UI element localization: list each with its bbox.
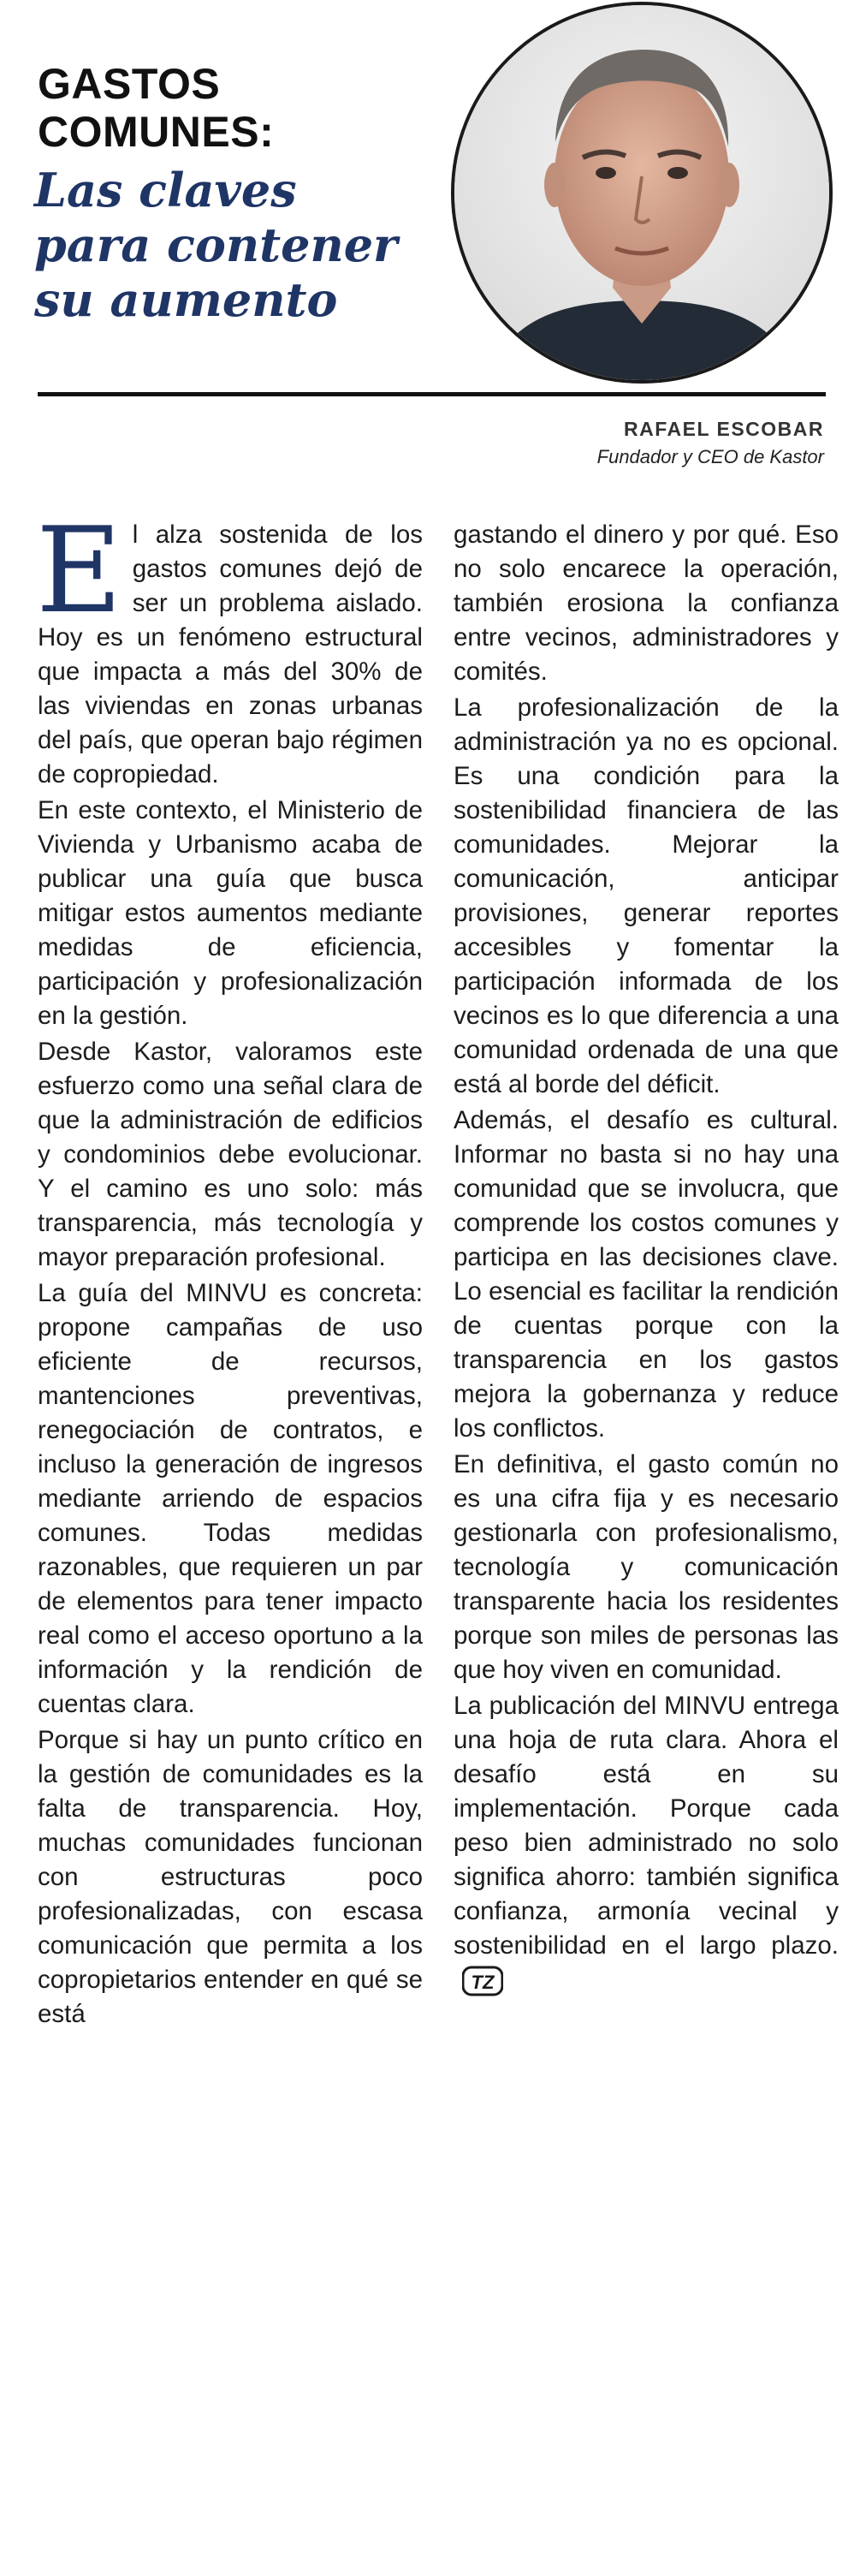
author-byline [597,418,824,468]
subtitle-line-3: su aumento [34,272,338,327]
paragraph-6: La profesionalización de la administración ya no es opcional. Es una condición para la sostenibilidad financiera de las comunidades. Mejorar la comunicación, anticipar provisiones, generar reportes accesibles y fomentar la participación informada de los vecinos es lo que diferencia a una comunidad ordenada de una que está al borde del déficit. [454,693,839,1098]
header-divider [38,392,826,396]
subtitle-line-2: para contener [34,217,398,272]
paragraph-9-text: La publicación del MINVU entrega una hoja de ruta clara. Ahora el desafío está en su implementación. Porque cada peso bien administrado no solo significa ahorro: también significa confianza, armonía vecinal y sostenibilidad en el largo plazo. [454,1692,839,1960]
drop-cap: E [36,502,122,640]
article-column-right [454,518,839,1999]
paragraph-5-start: Porque si hay un punto crítico en la gestión de comunidades es la falta de transparencia. Hoy, muchas comunidades funcionan con estructuras poco profesionalizadas, con escasa comunicación que permita a los copropietarios entender en qué se está [38,1726,423,2028]
paragraph-7: Además, el desafío es cultural. Informar no basta si no hay una comunidad que se involucra, que comprende los costos comunes y participa en las decisiones clave. Lo esencial es facilitar la rendición de cuentas porque con la transparencia en los gastos mejora la gobernanza y reduce los conflictos. [454,1106,839,1443]
paragraph-1-text: l alza sostenida de los gastos comunes dejó de ser un problema aislado. Hoy es un fenómeno estructural que impacta a más del 30% de las viviendas en zonas urbanas del país, que operan bajo régimen de copropiedad. [38,521,423,788]
author-portrait [451,2,833,384]
headline-subtitle [34,163,445,327]
subtitle-line-1: Las claves [34,163,297,217]
kicker-line-1: GASTOS [38,60,221,108]
portrait-illustration [454,5,829,380]
headline-kicker [38,60,431,156]
paragraph-9 [454,1689,839,1997]
paragraph-8: En definitiva, el gasto común no es una cifra fija y es necesario gestionarla con profesionalismo, tecnología y comunicación transparente hacia los residentes porque son miles de personas las que hoy viven en comunidad. [454,1450,839,1684]
end-mark-text: TZ [471,1972,495,1994]
publication-end-mark-icon [462,1966,503,1996]
paragraph-1 [36,502,423,792]
author-role: Fundador y CEO de Kastor [596,446,824,467]
paragraph-4: La guía del MINVU es concreta: propone campañas de uso eficiente de recursos, mantenciones preventivas, renegociación de contratos, e incluso la generación de ingresos mediante arriendo de espacios comunes. Todas medidas razonables, que requieren un par de elementos para tener impacto real como el acceso oportuno a la información y la rendición de cuentas clara. [38,1279,423,1718]
author-name: RAFAEL ESCOBAR [624,418,824,440]
article-column-left [36,502,423,2033]
paragraph-5-end: gastando el dinero y por qué. Eso no solo encarece la operación, también erosiona la confianza entre vecinos, administradores y comités. [454,521,839,686]
paragraph-2: En este contexto, el Ministerio de Vivienda y Urbanismo acaba de publicar una guía que busca mitigar estos aumentos mediante medidas de eficiencia, participación y profesionalización en la gestión. [38,796,423,1030]
paragraph-3: Desde Kastor, valoramos este esfuerzo como una señal clara de que la administración de edificios y condominios debe evolucionar. Y el camino es uno solo: más transparencia, más tecnología y mayor preparación profesional. [38,1038,423,1271]
kicker-line-2: COMUNES: [38,108,275,156]
